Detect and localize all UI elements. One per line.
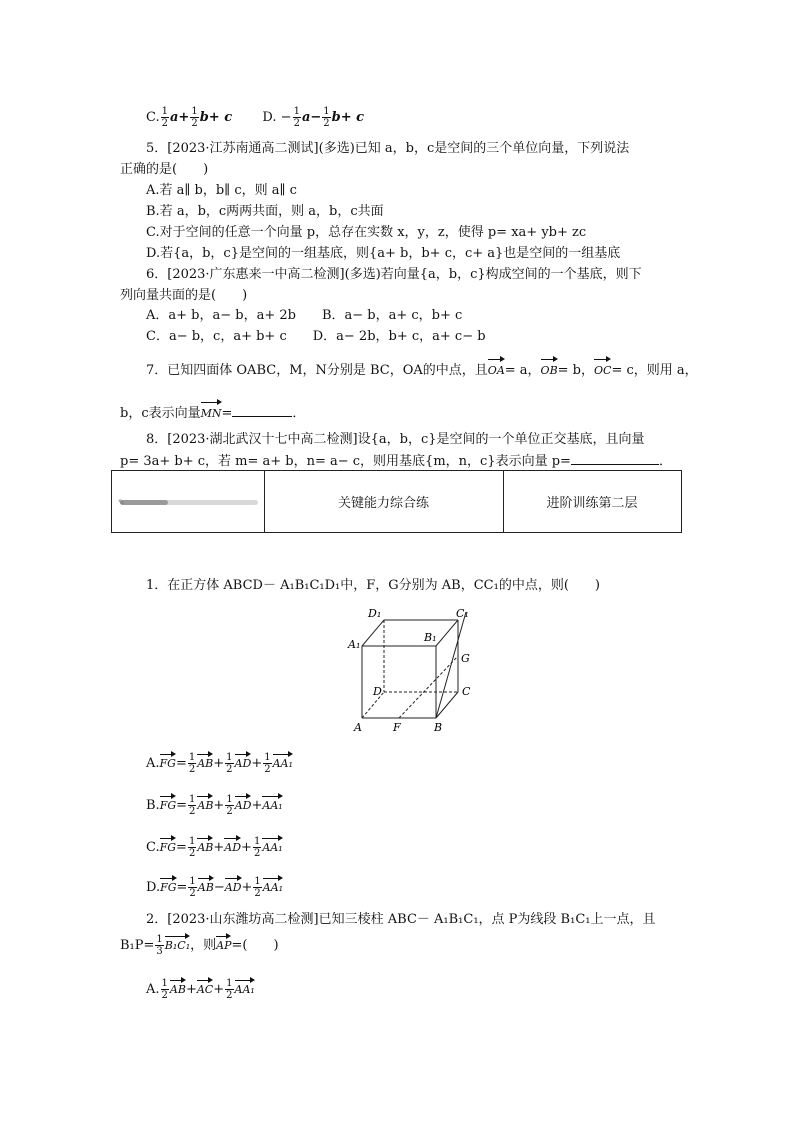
vector-term: AB	[197, 841, 214, 854]
p2-option-a: A. $\frac{1}{2}$ AB+AC+ $\frac{1}{2}$ AA₁	[146, 978, 255, 1001]
segment-B-C1	[436, 612, 466, 718]
label-F: F	[393, 721, 401, 734]
q8-answer-blank[interactable]	[571, 452, 659, 465]
q5-option-b: B.若 a，b，c两两共面，则 a，b，c共面	[146, 204, 384, 219]
label-B1: B₁	[424, 631, 437, 644]
vector-term: AB	[169, 983, 186, 996]
label-G: G	[461, 652, 470, 665]
p1-option-b: B.FG= $\frac{1}{2}$ AB+ $\frac{1}{2}$ AD+AA₁	[146, 794, 283, 817]
label-C: C	[462, 685, 471, 698]
label-D: D	[373, 685, 382, 698]
vector-term: AA₁	[262, 881, 284, 894]
vector-term: AD	[234, 799, 252, 812]
vector-term: AC	[196, 983, 214, 996]
vector-term: AA₁	[262, 841, 283, 854]
q6-stem-line2: 列向量共面的是( )	[120, 288, 248, 303]
q5-option-a: A.若 a∥ b，b∥ c，则 a∥ c	[146, 183, 297, 198]
q7-stem-line1: 7．已知四面体 OABC，M，N分别是 BC，OA的中点，且OA= a，OB= b，OC= c，则用 a，	[146, 363, 698, 378]
vector-term: AA₁	[272, 757, 293, 770]
banner-title: 关键能力综合练	[264, 471, 504, 532]
label-C1: C₁	[456, 607, 469, 620]
q5-stem-line1: 5．[2023·江苏南通高二测试](多选)已知 a，b，c是空间的三个单位向量，下列说法	[146, 141, 630, 156]
banner-progress-cell	[112, 471, 265, 532]
q6-options-ab: A．a+ b，a− b，a+ 2b B．a− b，a+ c，b+ c	[146, 308, 463, 323]
banner-level: 进阶训练第二层	[546, 496, 638, 511]
section-banner	[111, 470, 682, 533]
progress-bar	[120, 500, 258, 505]
p2-stem-line1: 2．[2023·山东潍坊高二检测]已知三棱柱 ABC－ A₁B₁C₁，点 P为线段 B₁C₁上一点，且	[146, 912, 656, 927]
vector-term: AA₁	[262, 799, 283, 812]
q7-stem-line2: b，c表示向量MN= ．	[120, 406, 306, 421]
q8-stem-line2: p= 3a+ b+ c，若 m= a+ b，n= a− c，则用基底{m，n，c}表示向量 p= ．	[120, 454, 672, 469]
q5-option-c: C.对于空间的任意一个向量 p，总存在实数 x，y，z，使得 p= xa+ yb+ zc	[146, 225, 587, 240]
label-D1: D₁	[368, 607, 382, 620]
q7-answer-blank[interactable]	[232, 404, 292, 417]
q5-stem-line2: 正确的是( )	[120, 162, 209, 177]
p1-option-d: D.FG= $\frac{1}{2}$ AB−AD+ $\frac{1}{2}$ AA₁	[146, 876, 284, 899]
q6-stem-line1: 6．[2023·广东惠来一中高二检测](多选)若向量{a，b，c}构成空间的一个基底，则下	[146, 267, 642, 282]
q8-stem-line1: 8．[2023·湖北武汉十七中高二检测]设{a，b，c}是空间的一个单位正交基底，且向量	[146, 432, 645, 447]
q6-options-cd: C．a− b，c，a+ b+ c D．a− 2b，b+ c，a+ c− b	[146, 329, 486, 344]
edge-A1-D1	[362, 620, 384, 646]
vector-term: AA₁	[234, 983, 255, 996]
vector-term: AB	[197, 799, 214, 812]
label-A1: A₁	[348, 638, 361, 651]
q5-option-d: D.若{a，b，c}是空间的一组基底，则{a+ b，b+ c，c+ a}也是空间的一组基底	[146, 246, 621, 261]
p1-stem: 1．在正方体 ABCD－ A₁B₁C₁D₁中，F，G分别为 AB，CC₁的中点，则( )	[146, 578, 600, 593]
vector-term: AB	[197, 757, 214, 770]
progress-bar-fill	[120, 500, 168, 505]
p1-option-a: A.FG= $\frac{1}{2}$ AB+ $\frac{1}{2}$ AD+ $\frac{1}{2}$ AA₁	[146, 752, 293, 775]
vector-term: AB	[197, 881, 214, 894]
edge-B-C	[436, 692, 458, 718]
vector-term: AD	[224, 881, 242, 894]
q4-option-c-d: C. $\frac{1}{2}$ a+ $\frac{1}{2}$ b+ c D. − $\frac{1}{2}$ a− $\frac{1}{2}$ b+ c	[146, 106, 365, 129]
edge-A-D-hidden	[362, 692, 384, 718]
vector-term: AD	[224, 841, 242, 854]
vector-term: AD	[234, 757, 252, 770]
pencil-icon: ✎	[118, 498, 125, 507]
label-B: B	[434, 721, 443, 734]
segment-F-G-hidden	[399, 656, 458, 718]
edge-B1-C1	[436, 620, 458, 646]
p1-option-c: C.FG= $\frac{1}{2}$ AB+AD+ $\frac{1}{2}$ AA₁	[146, 836, 283, 859]
label-A: A	[354, 721, 362, 734]
p2-stem-line2: B₁P= $\frac{1}{3}$ B₁C₁，则AP=( )	[120, 934, 279, 957]
